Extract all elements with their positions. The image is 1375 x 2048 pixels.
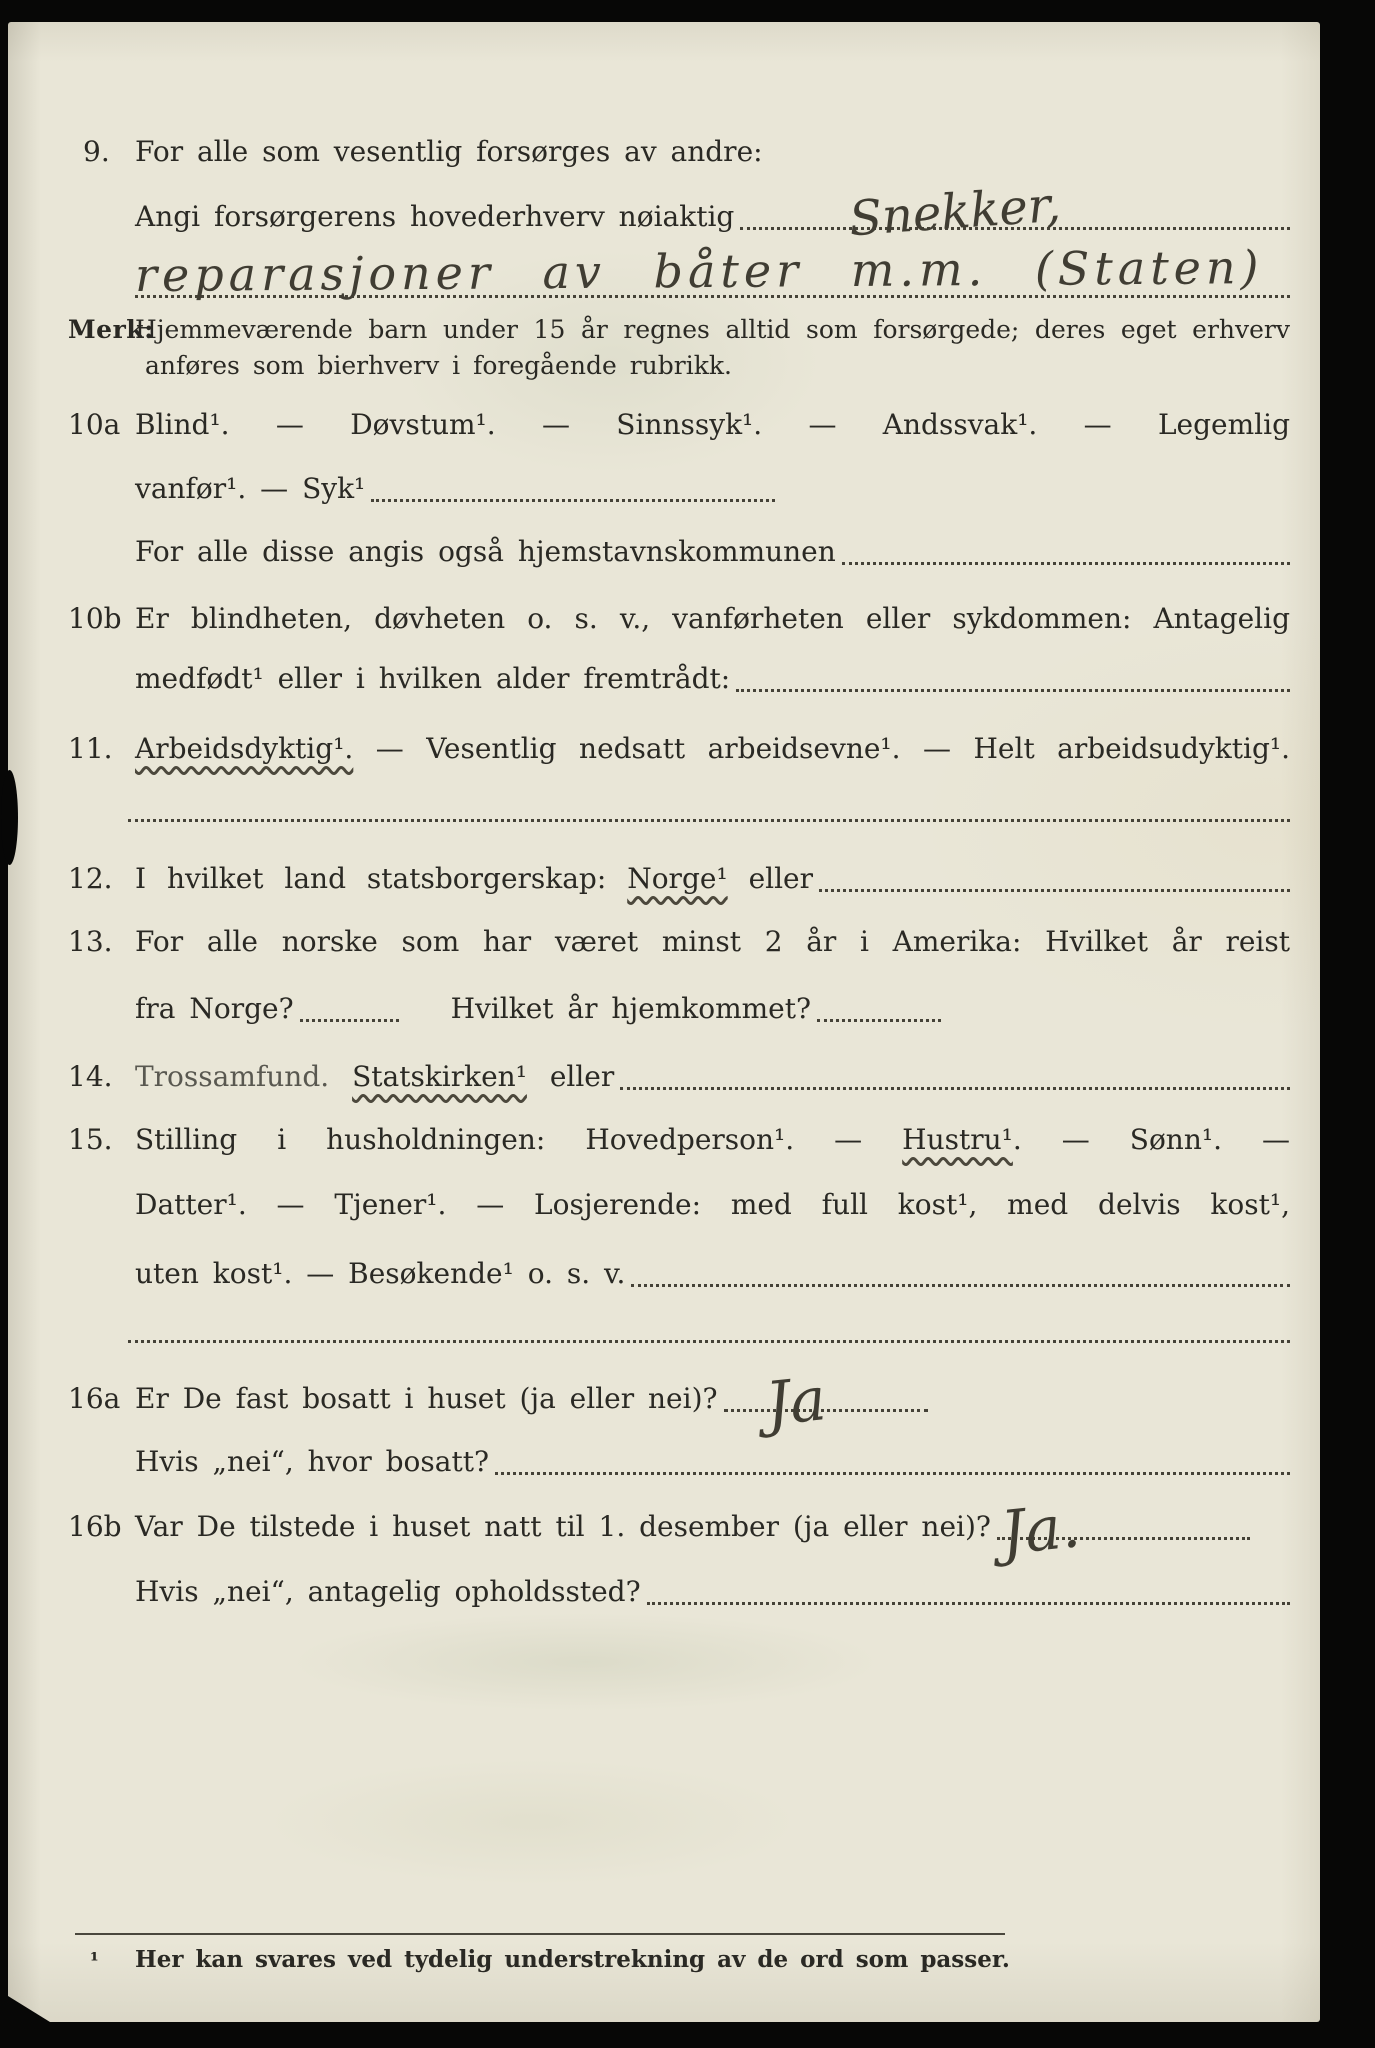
handwritten-occupation-2: reparasjoner av båter m.m. (Staten): [134, 240, 1264, 303]
question-9-number: 9.: [83, 135, 110, 168]
dotted-answer-line: [647, 1602, 1290, 1605]
question-16b-number: 16b: [68, 1510, 122, 1543]
question-13-text: For alle norske som har været minst 2 år i Amerika: Hvilket år reist: [135, 925, 1290, 958]
question-12-after: eller: [748, 862, 814, 895]
question-10a-text-3: For alle disse angis også hjemstavnskommunen: [135, 535, 836, 568]
note-merk-label-text: Merk:: [68, 315, 154, 344]
handwritten-occupation-1: Snekker,: [847, 176, 1063, 248]
question-15-before: Stilling i husholdningen: Hovedperson¹. —: [135, 1123, 863, 1156]
question-15-number: 15.: [68, 1123, 113, 1156]
question-16a-line-1: [68, 1364, 1290, 1440]
question-11-text: [135, 731, 1290, 767]
footnote-text: Her kan svares ved tydelig understrekning av de ord som passer.: [135, 1946, 1010, 1973]
question-15-line-1: [68, 1122, 1290, 1158]
question-16b-text-2: Hvis „nei“, antagelig opholdssted?: [135, 1575, 641, 1608]
note-merk-line-1: [68, 314, 1290, 346]
question-11-line: [68, 731, 1290, 767]
question-16b-line-2: [135, 1574, 1290, 1610]
pencil-underlined-word: Norge¹: [627, 862, 728, 895]
footnote-marker: ¹: [90, 1948, 99, 1972]
dotted-answer-line: [819, 889, 1290, 892]
dotted-answer-line: [300, 1019, 399, 1022]
pencil-underlined-word: Statskirken¹: [352, 1060, 527, 1093]
question-13-text-2a: fra Norge?: [135, 992, 294, 1025]
question-10a-line-2: [135, 471, 775, 507]
note-merk-line-2: [135, 350, 1290, 382]
question-10a-text: Blind¹. — Døvstum¹. — Sinnssyk¹. — Andssvak¹. — Legemlig: [135, 408, 1290, 441]
question-15-text-1: [135, 1122, 1290, 1158]
question-10b-line-1: [68, 601, 1290, 637]
question-12-before: I hvilket land statsborgerskap:: [135, 862, 607, 895]
question-15-after: . — Sønn¹. —: [1012, 1123, 1290, 1156]
question-15-line-2: [135, 1187, 1290, 1223]
question-15-text-3: uten kost¹. — Besøkende¹ o. s. v.: [135, 1257, 626, 1290]
note-merk-label: [68, 314, 154, 346]
dotted-separator: [128, 819, 1290, 822]
dotted-answer-line: [817, 1019, 941, 1022]
question-14-text: [135, 1059, 614, 1095]
question-9-label: Angi forsørgerens hovederhverv nøiaktig: [135, 200, 735, 233]
question-15-text-2: Datter¹. — Tjener¹. — Losjerende: med full kost¹, med delvis kost¹,: [135, 1188, 1290, 1221]
dotted-answer-line: [620, 1087, 1290, 1090]
paper-corner-cut: [8, 1996, 50, 2022]
dotted-separator: [128, 1340, 1290, 1343]
footnote-rule: [75, 1933, 1005, 1935]
question-13-line-2: [135, 991, 1290, 1027]
question-14-before: Trossamfund.: [135, 1060, 330, 1093]
dotted-answer-line: [495, 1472, 1290, 1475]
question-16a-text-2: Hvis „nei“, hvor bosatt?: [135, 1445, 489, 1478]
question-10a-line-3: [135, 534, 1290, 570]
question-10b-line-2: [135, 661, 1290, 697]
question-12-number: 12.: [68, 862, 113, 895]
question-12-line: [68, 861, 1290, 897]
question-10b-text-2: medfødt¹ eller i hvilken alder fremtrådt:: [135, 662, 731, 695]
question-10a-number: 10a: [68, 408, 121, 441]
paper-sheet: [8, 22, 1320, 2022]
question-10a-text-2: vanfør¹. — Syk¹: [135, 472, 366, 505]
question-13-text-2b: Hvilket år hjemkommet?: [450, 992, 812, 1025]
question-11-rest: — Vesentlig nedsatt arbeidsevne¹. — Helt arbeidsudyktig¹.: [375, 732, 1290, 765]
question-9-line-2: [135, 176, 1290, 248]
question-9-text: For alle som vesentlig forsørges av andre:: [135, 135, 763, 168]
footnote-line: [90, 1942, 1290, 1978]
question-13-line-1: [68, 924, 1290, 960]
note-merk-text-2: anføres som bierhverv i foregående rubrikk.: [145, 351, 732, 380]
question-11-number: 11.: [68, 732, 113, 765]
question-16b-text: Var De tilstede i huset natt til 1. desember (ja eller nei)?: [135, 1510, 991, 1543]
dotted-answer-line: [842, 562, 1290, 565]
question-10b-text: Er blindheten, døvheten o. s. v., vanførheten eller sykdommen: Antagelig: [135, 602, 1290, 635]
paper-edge-notch: [1, 770, 18, 865]
question-16a-line-2: [135, 1444, 1290, 1480]
question-10a-line-1: [68, 407, 1290, 443]
note-merk-text-1: Hjemmeværende barn under 15 år regnes alltid som forsørgede; deres eget erhverv: [135, 315, 1290, 344]
question-16a-text: Er De fast bosatt i huset (ja eller nei)?: [135, 1382, 718, 1415]
pencil-underlined-word: Arbeidsdyktig¹.: [135, 732, 354, 765]
dotted-answer-line: [371, 499, 775, 502]
pencil-underlined-word: Hustru¹: [902, 1123, 1013, 1156]
dotted-answer-line: [631, 1284, 1290, 1287]
question-14-number: 14.: [68, 1060, 113, 1093]
question-13-number: 13.: [68, 925, 113, 958]
question-9-line-1: [83, 134, 1290, 170]
question-16a-number: 16a: [68, 1382, 121, 1415]
question-12-text: [135, 861, 813, 897]
question-16b-line-1: [68, 1491, 1290, 1569]
question-10b-number: 10b: [68, 602, 122, 635]
handwritten-ja: Ja.: [997, 1491, 1084, 1569]
question-14-line: [68, 1059, 1290, 1095]
dotted-answer-line: [736, 689, 1290, 692]
handwritten-ja: Ja: [762, 1364, 829, 1440]
question-15-line-3: [135, 1256, 1290, 1292]
question-14-after: eller: [549, 1060, 615, 1093]
